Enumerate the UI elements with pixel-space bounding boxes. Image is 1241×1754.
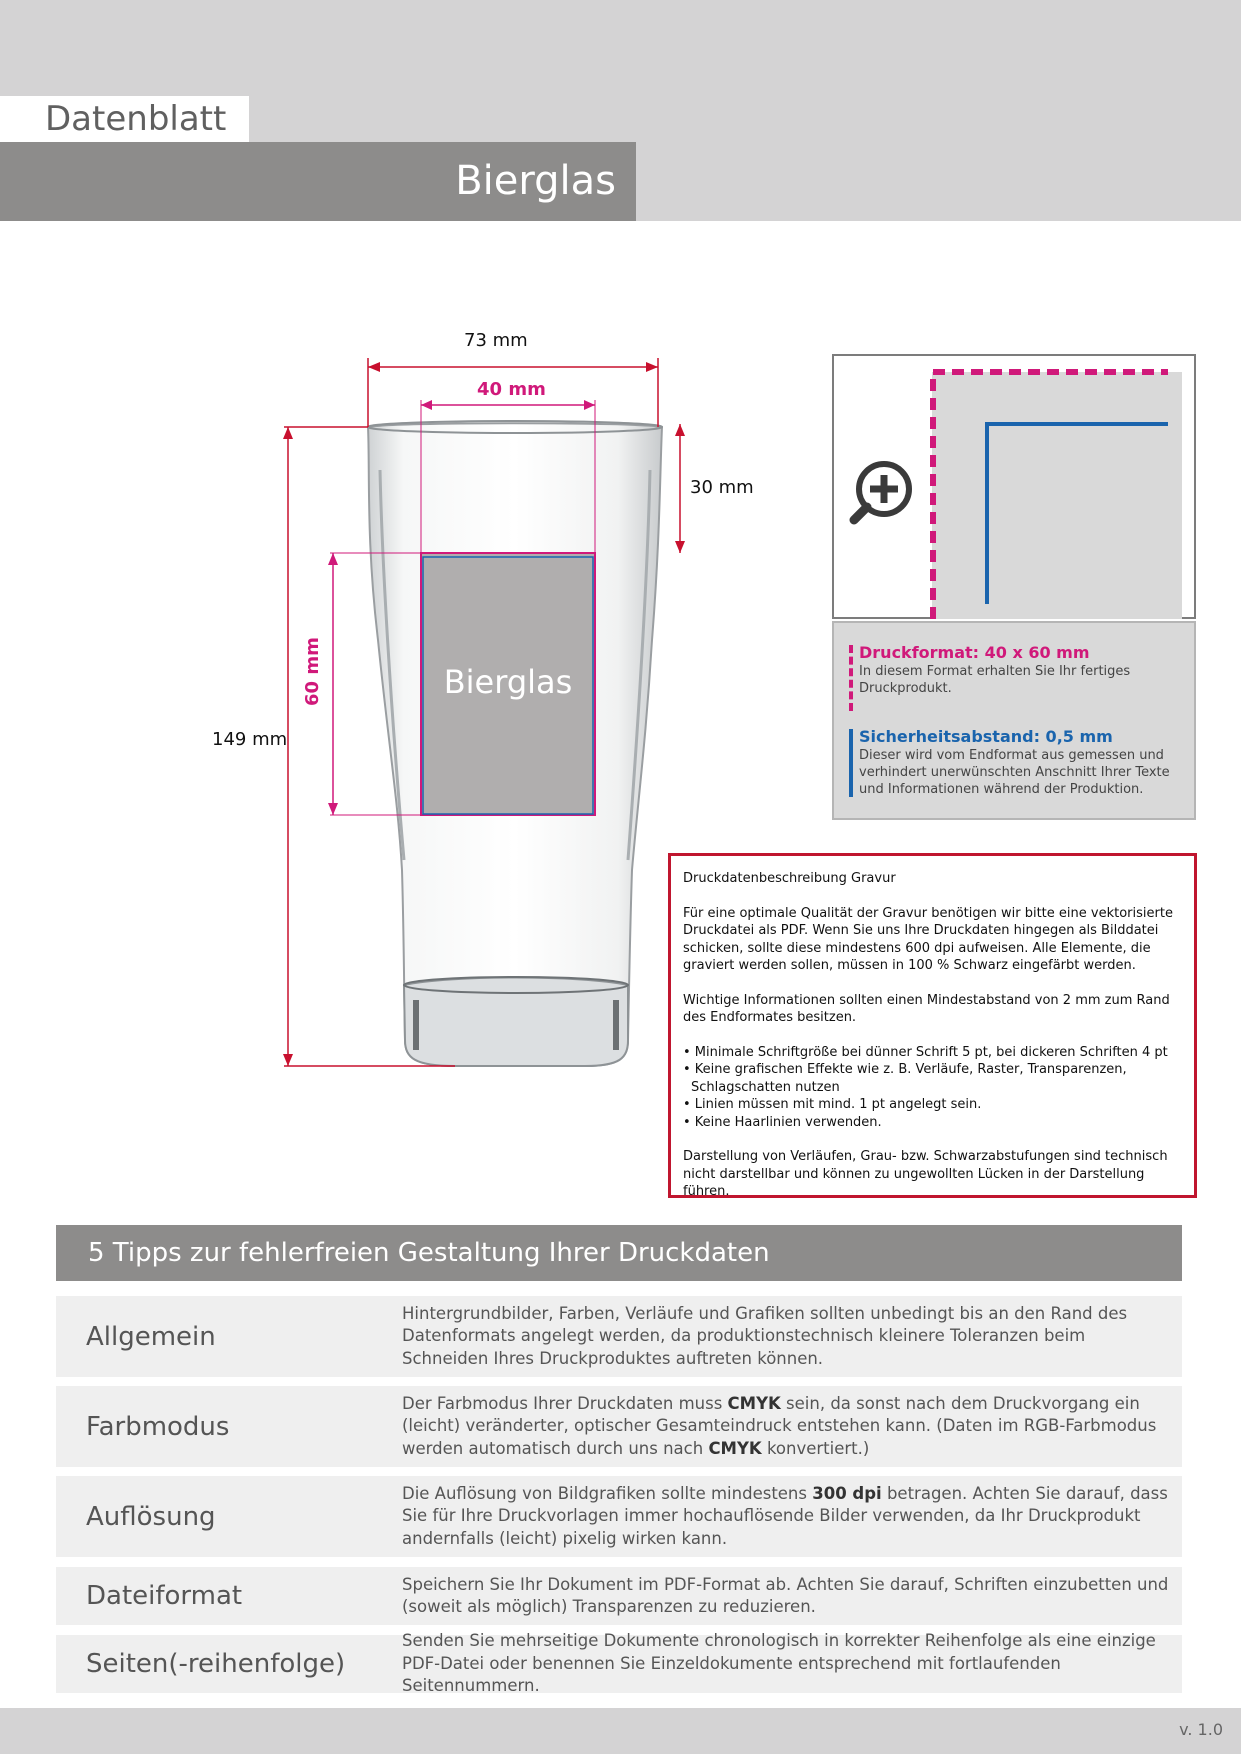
tip-label: Dateiformat bbox=[86, 1581, 243, 1611]
legend-print-format bbox=[859, 643, 1179, 697]
info-bullet: • Linien müssen mit mind. 1 pt angelegt sein. bbox=[683, 1097, 982, 1112]
dim-top-offset bbox=[675, 424, 685, 553]
tip-text: Speichern Sie Ihr Dokument im PDF-Format ab. Achten Sie darauf, Schriften einzubetten und (soweit als möglich) Transparenzen zu reduzieren. bbox=[402, 1574, 1169, 1616]
info-bullet: • Keine Haarlinien verwenden. bbox=[683, 1114, 882, 1130]
info-heading: Druckdatenbeschreibung Gravur bbox=[683, 871, 896, 886]
safety-marker bbox=[849, 729, 853, 797]
tips-header: 5 Tipps zur fehlerfreien Gestaltung Ihrer Druckdaten bbox=[56, 1225, 1182, 1281]
tip-label: Seiten(-reihenfolge) bbox=[86, 1649, 346, 1679]
label-total-width: 73 mm bbox=[464, 330, 528, 351]
doc-label: Datenblatt bbox=[0, 96, 249, 142]
legend-print-format-title: Druckformat: 40 x 60 mm bbox=[859, 643, 1090, 662]
product-title: Bierglas bbox=[0, 142, 636, 221]
tip-row-page-order bbox=[56, 1631, 1182, 1696]
label-print-height: 60 mm bbox=[302, 637, 323, 706]
legend-safety bbox=[859, 727, 1179, 798]
tip-text: Der Farbmodus Ihrer Druckdaten muss CMYK sein, da sonst nach dem Druckvorgang ein (leicht) veränderter, optischer Gesamteindruck entstehen kann. (Daten im RGB-Farbmodus werden automatisch durch uns nach CMYK konvertiert.) bbox=[402, 1393, 1157, 1458]
info-para-3: Darstellung von Verläufen, Grau- bzw. Schwarzabstufungen sind technisch nicht darstellbar und können zu ungewollten Lücken in der Darstellung führen. bbox=[683, 1149, 1168, 1199]
tip-row-general bbox=[56, 1296, 1182, 1377]
info-para-1: Für eine optimale Qualität der Gravur benötigen wir bitte eine vektorisierte Druckdatei als PDF. Wenn Sie uns Ihre Druckdaten hingegen als Bilddatei schicken, sollte diese mindestens 600 dpi aufweisen. Alle Elemente, die graviert werden sollen, müssen in 100 % Schwarz eingefärbt werden. bbox=[683, 905, 1173, 973]
label-print-width: 40 mm bbox=[477, 379, 546, 400]
print-format-marker bbox=[849, 645, 853, 711]
legend-safety-title: Sicherheitsabstand: 0,5 mm bbox=[859, 727, 1113, 746]
tip-label: Auflösung bbox=[86, 1501, 216, 1532]
tip-label: Farbmodus bbox=[86, 1411, 230, 1442]
tip-text: Senden Sie mehrseitige Dokumente chronologisch in korrekter Reihenfolge als eine einzige PDF-Datei oder benennen Sie Einzeldokumente entsprechend mit fortlaufenden Seitennummern. bbox=[402, 1631, 1156, 1696]
info-bullet: • Minimale Schriftgröße bei dünner Schrift 5 pt, bei dickeren Schriften 4 pt bbox=[683, 1044, 1168, 1060]
info-para-2: Wichtige Informationen sollten einen Mindestabstand von 2 mm zum Rand des Endformates besitzen. bbox=[683, 992, 1170, 1025]
legend-box bbox=[832, 621, 1196, 820]
info-bullet: • Keine grafischen Effekte wie z. B. Verläufe, Raster, Transparenzen, Schlagschatten nutzen bbox=[683, 1062, 1127, 1095]
version-label: v. 1.0 bbox=[1179, 1720, 1223, 1739]
legend-print-format-text: In diesem Format erhalten Sie Ihr fertiges Druckprodukt. bbox=[859, 664, 1131, 696]
tip-row-color-mode bbox=[56, 1386, 1182, 1467]
tip-text: Hintergrundbilder, Farben, Verläufe und Grafiken sollten unbedingt bis an den Rand des Datenformats angelegt werden, da produktionstechnisch kleinere Toleranzen beim Schneiden Ihres Druckproduktes auftreten können. bbox=[402, 1303, 1128, 1368]
tip-label: Allgemein bbox=[86, 1321, 216, 1352]
engraving-info-box bbox=[668, 853, 1197, 1198]
label-top-offset: 30 mm bbox=[690, 477, 754, 498]
info-bullets bbox=[683, 1044, 1182, 1132]
tip-text: Die Auflösung von Bildgrafiken sollte mindestens 300 dpi betragen. Achten Sie darauf, dass Sie für Ihre Druckvorlagen immer hochauflösende Bilder verwenden, da Ihr Druckprodukt andernfalls (leicht) pixelig wirken kann. bbox=[402, 1483, 1168, 1548]
footer-band bbox=[0, 1708, 1241, 1754]
legend-safety-text: Dieser wird vom Endformat aus gemessen und verhindert unerwünschten Anschnitt Ihrer Texte und Informationen während der Produktion. bbox=[859, 748, 1170, 797]
zoom-detail bbox=[832, 354, 1196, 619]
tip-row-resolution bbox=[56, 1476, 1182, 1557]
print-area-label: Bierglas bbox=[443, 663, 573, 701]
label-total-height: 149 mm bbox=[212, 729, 288, 750]
tip-row-file-format bbox=[56, 1567, 1182, 1625]
